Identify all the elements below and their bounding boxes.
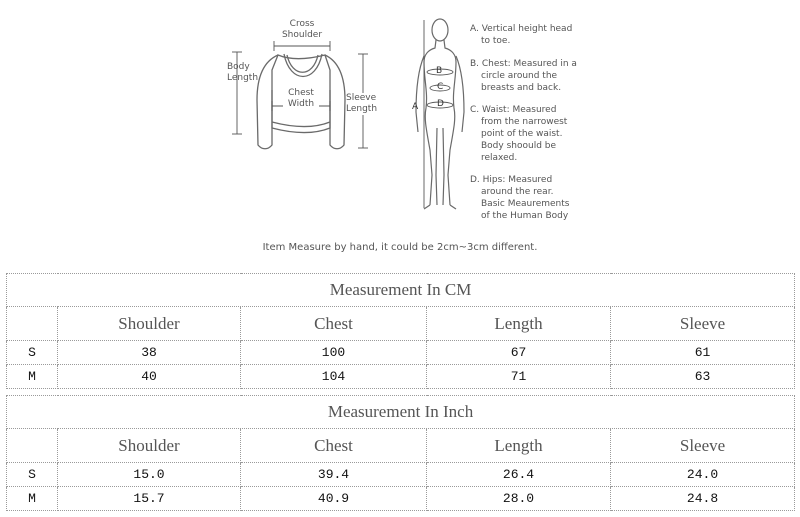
note-d-line: of the Human Body	[481, 211, 569, 221]
column-header-chest: Chest	[241, 429, 427, 463]
table-row	[7, 487, 795, 511]
note-b-line: breasts and back.	[481, 83, 562, 93]
note-c-line: from the narrowest	[481, 117, 568, 127]
note-b-line: circle around the	[481, 71, 558, 81]
note-d	[470, 174, 569, 222]
note-d-line: D. Hips: Measured	[470, 175, 553, 185]
table-title: Measurement In Inch	[7, 396, 795, 429]
size-column-header	[7, 307, 58, 341]
size-label: M	[7, 365, 58, 389]
note-a	[470, 23, 572, 47]
note-a-line: A. Vertical height head	[470, 24, 573, 34]
column-header-chest: Chest	[241, 307, 427, 341]
chest-width-label-line2: Width	[287, 99, 315, 109]
note-c	[470, 104, 567, 164]
human-body-figure	[0, 0, 800, 240]
column-header-shoulder: Shoulder	[58, 429, 241, 463]
body-letter-a: A	[412, 102, 419, 112]
table-title-row	[7, 396, 795, 429]
table-cell: 100	[241, 341, 427, 365]
note-a-line: to toe.	[481, 36, 511, 46]
size-table-inch	[6, 395, 795, 511]
table-title-row	[7, 274, 795, 307]
note-d-line: around the rear.	[481, 187, 554, 197]
column-header-sleeve: Sleeve	[611, 429, 795, 463]
table-cell: 40	[58, 365, 241, 389]
table-row	[7, 463, 795, 487]
table-cell: 15.0	[58, 463, 241, 487]
column-header-sleeve: Sleeve	[611, 307, 795, 341]
note-c-line: Body shoould be	[481, 141, 557, 151]
column-header-length: Length	[427, 429, 611, 463]
table-cell: 104	[241, 365, 427, 389]
table-row	[7, 365, 795, 389]
table-cell: 24.0	[611, 463, 795, 487]
column-header-length: Length	[427, 307, 611, 341]
body-length-label-line2: Length	[227, 73, 259, 83]
table-header-row	[7, 307, 795, 341]
measure-disclaimer: Item Measure by hand, it could be 2cm~3cm different.	[262, 242, 538, 253]
size-label: S	[7, 463, 58, 487]
table-cell: 63	[611, 365, 795, 389]
table-cell: 61	[611, 341, 795, 365]
cross-shoulder-label-line1: Cross	[289, 19, 315, 29]
body-letter-d: D	[437, 99, 444, 109]
body-length-label-line1: Body	[227, 62, 250, 72]
table-row	[7, 341, 795, 365]
table-cell: 67	[427, 341, 611, 365]
body-letter-c: C	[437, 82, 444, 92]
note-c-line: point of the waist.	[481, 129, 563, 139]
table-cell: 71	[427, 365, 611, 389]
table-title: Measurement In CM	[7, 274, 795, 307]
column-header-shoulder: Shoulder	[58, 307, 241, 341]
table-cell: 39.4	[241, 463, 427, 487]
note-c-line: C. Waist: Measured	[470, 105, 557, 115]
sleeve-length-label-line1: Sleeve	[346, 93, 377, 103]
chest-width-label-line1: Chest	[288, 88, 314, 98]
note-b-line: B. Chest: Measured in a	[470, 59, 577, 69]
cross-shoulder-label-line2: Shoulder	[281, 30, 323, 40]
table-cell: 26.4	[427, 463, 611, 487]
size-table-cm	[6, 273, 795, 389]
table-cell: 38	[58, 341, 241, 365]
body-letter-b: B	[436, 66, 443, 76]
size-label: S	[7, 341, 58, 365]
size-label: M	[7, 487, 58, 511]
size-column-header	[7, 429, 58, 463]
table-cell: 40.9	[241, 487, 427, 511]
note-b	[470, 58, 577, 94]
note-d-line: Basic Meaurements	[481, 199, 570, 209]
sleeve-length-label-line2: Length	[346, 104, 378, 114]
table-cell: 24.8	[611, 487, 795, 511]
table-cell: 28.0	[427, 487, 611, 511]
table-header-row	[7, 429, 795, 463]
table-cell: 15.7	[58, 487, 241, 511]
note-c-line: relaxed.	[481, 153, 518, 163]
